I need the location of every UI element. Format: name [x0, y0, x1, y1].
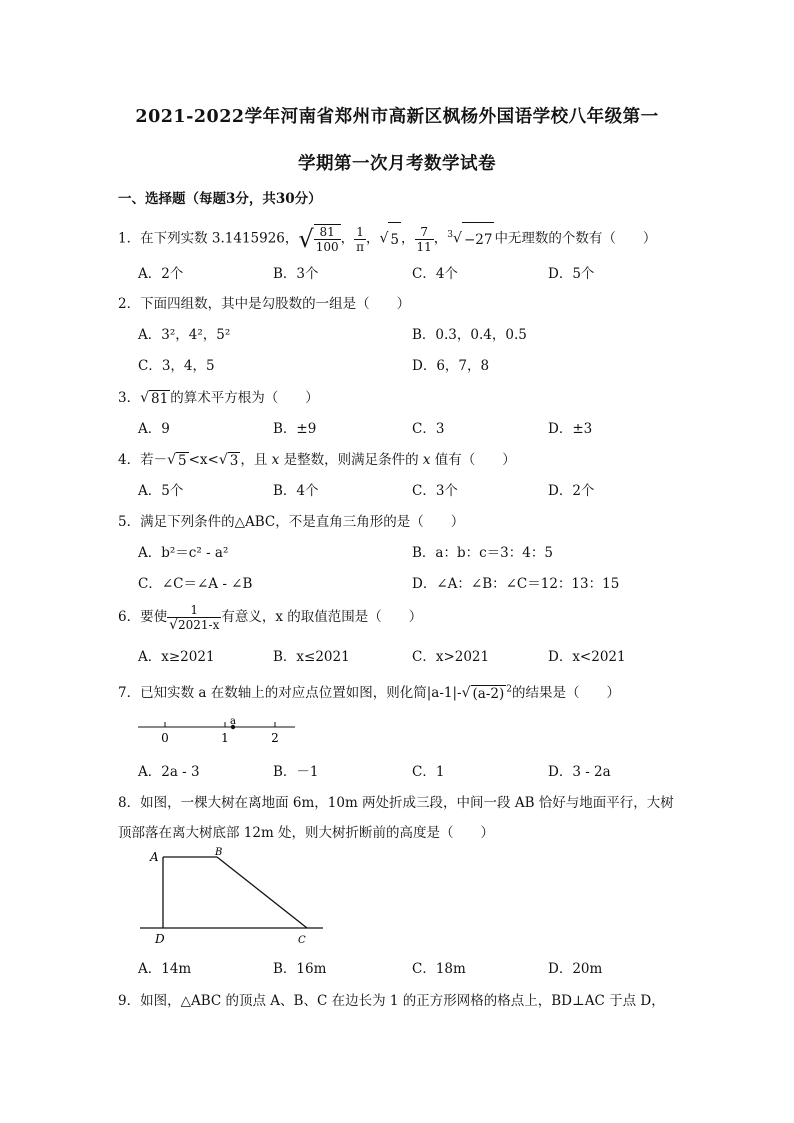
question-9-line-1: 9．如图，△ABC 的顶点 A、B、C 在边长为 1 的正方形网格的格点上，BD⊥AC 于点 D，	[118, 993, 665, 1009]
q3-option-c[interactable]: C．3	[412, 421, 445, 437]
sqrt-sign-icon: √	[218, 452, 228, 468]
q4-text: 值有（ ）	[430, 452, 516, 468]
axis-label-2: 2	[271, 731, 279, 745]
q3-stem: 的算术平方根为（ ）	[170, 390, 319, 406]
q1-sqrt-5: 5	[388, 222, 401, 257]
q1-prefix: 1．在下列实数 3.1415926，	[118, 230, 299, 247]
question-8-line-1: 8．如图，一棵大树在离地面 6m，10m 两处折成三段，中间一段 AB 恰好与地面平行，大树	[118, 795, 674, 811]
point-a-label: a	[230, 716, 236, 727]
q5-option-a[interactable]: A．b²＝c² - a²	[138, 545, 229, 561]
sqrt-sign-icon: √	[169, 617, 179, 633]
q6-prefix: 6．要使	[118, 609, 168, 625]
q3-sqrt-81: 81	[151, 391, 169, 407]
q7-option-b[interactable]: B．－1	[273, 764, 319, 780]
q1-frac-1-pi: $\frac{1}{\pi}$	[356, 224, 364, 254]
question-5: 5．满足下列条件的△ABC，不是直角三角形的是（ ）	[118, 514, 465, 530]
sqrt-sign-icon: √	[461, 685, 471, 701]
q6-option-b[interactable]: B．x≤2021	[273, 649, 350, 665]
q1-option-c[interactable]: C．4个	[412, 266, 458, 282]
question-8-line-2: 顶部落在离大树底部 12m 处，则大树折断前的高度是（ ）	[118, 825, 495, 841]
sqrt-sign-icon: √	[453, 230, 462, 247]
q2-option-b[interactable]: B．0.3，0.4，0.5	[412, 327, 527, 343]
q3-option-b[interactable]: B．±9	[273, 421, 317, 437]
q4-var: x	[422, 452, 431, 468]
q7-option-d[interactable]: D．3 - 2a	[548, 764, 611, 780]
q7-option-a[interactable]: A．2a - 3	[138, 764, 200, 780]
sqrt-sign-icon: √	[140, 390, 150, 406]
q1-option-b[interactable]: B．3个	[273, 266, 319, 282]
q4-option-d[interactable]: D．2个	[548, 483, 595, 499]
q1-sep: ，	[433, 230, 448, 247]
sqrt-sign-icon: √	[167, 452, 177, 468]
q4-inequality: <x<	[188, 452, 219, 468]
q7-exponent: 2	[506, 684, 512, 695]
sqrt-sign-icon: √	[379, 230, 389, 247]
q2-option-d[interactable]: D．6，7，8	[412, 358, 490, 374]
question-7	[118, 681, 620, 702]
label-d: D	[155, 932, 165, 946]
q6-suffix: 有意义，x 的取值范围是（ ）	[221, 609, 423, 625]
q7-sqrt-expr: (a-2)	[472, 686, 505, 702]
q4-var: x	[271, 452, 280, 468]
q7-stem-a: 7．已知实数 a 在数轴上的对应点位置如图，则化简	[118, 685, 427, 701]
q4-sqrt-5: 5	[178, 453, 187, 469]
q4-option-a[interactable]: A．5个	[138, 483, 184, 499]
q1-suffix: 中无理数的个数有（ ）	[494, 230, 657, 247]
q4-prefix: 4．若－	[118, 452, 168, 468]
q7-number-line-figure	[135, 712, 305, 748]
q6-fraction: $\frac{1}{√2021-x}$	[169, 603, 220, 633]
q1-cbrt-value: −27	[462, 222, 495, 257]
question-2: 2．下面四组数，其中是勾股数的一组是（ ）	[118, 296, 411, 312]
q4-option-c[interactable]: C．3个	[412, 483, 458, 499]
q1-sep: ，	[401, 230, 415, 247]
q1-sep: ，	[340, 230, 355, 247]
q4-option-b[interactable]: B．4个	[273, 483, 319, 499]
label-b: B	[215, 847, 223, 858]
q5-option-b[interactable]: B．a：b：c＝3：4：5	[412, 545, 553, 561]
q8-option-b[interactable]: B．16m	[273, 961, 327, 977]
q7-option-c[interactable]: C．1	[412, 764, 445, 780]
page-title-line-1: 2021-2022学年河南省郑州市高新区枫杨外国语学校八年级第一	[135, 107, 659, 127]
q1-option-d[interactable]: D．5个	[548, 266, 595, 282]
label-c: C	[298, 935, 306, 946]
q6-option-c[interactable]: C．x>2021	[412, 649, 490, 665]
q6-option-d[interactable]: D．x<2021	[548, 649, 626, 665]
q1-option-a[interactable]: A．2个	[138, 266, 184, 282]
q7-stem-b: 的结果是（ ）	[511, 685, 620, 701]
question-4	[118, 448, 516, 469]
q5-option-d[interactable]: D．∠A：∠B：∠C＝12：13：15	[412, 576, 620, 592]
q8-tree-figure	[135, 845, 330, 950]
axis-label-0: 0	[161, 731, 169, 745]
q3-option-a[interactable]: A．9	[138, 421, 170, 437]
q1-frac-7-11: $\frac{7}{11}$	[416, 224, 432, 254]
q4-text: ，且	[240, 452, 272, 468]
page-title-line-2: 学期第一次月考数学试卷	[298, 154, 496, 174]
axis-label-1: 1	[221, 731, 229, 745]
q8-option-a[interactable]: A．14m	[138, 961, 192, 977]
q4-sqrt-3: 3	[229, 453, 239, 469]
q3-prefix: 3．	[118, 390, 141, 406]
q6-option-a[interactable]: A．x≥2021	[138, 649, 215, 665]
segment-bc	[217, 857, 307, 928]
q1-frac-81-100: $\frac{81}{100}$	[315, 225, 339, 254]
q7-abs-expr: |a-1|-	[426, 685, 462, 701]
q8-option-d[interactable]: D．20m	[548, 961, 603, 977]
q1-cbrt-index: 3	[447, 230, 454, 240]
sqrt-sign-icon: √	[298, 225, 314, 253]
q1-sep: ，	[365, 230, 380, 247]
section-heading: 一、选择题（每题3分，共30分）	[118, 191, 322, 207]
q4-text: 是整数，则满足条件的	[279, 452, 423, 468]
q5-option-c[interactable]: C．∠C＝∠A - ∠B	[138, 576, 253, 592]
question-3	[118, 386, 319, 407]
question-1	[118, 218, 656, 252]
question-6	[118, 600, 422, 634]
q2-option-c[interactable]: C．3，4，5	[138, 358, 215, 374]
q3-option-d[interactable]: D．±3	[548, 421, 593, 437]
q8-option-c[interactable]: C．18m	[412, 961, 466, 977]
label-a: A	[150, 850, 159, 864]
q2-option-a[interactable]: A．3²，4²，5²	[138, 327, 231, 343]
